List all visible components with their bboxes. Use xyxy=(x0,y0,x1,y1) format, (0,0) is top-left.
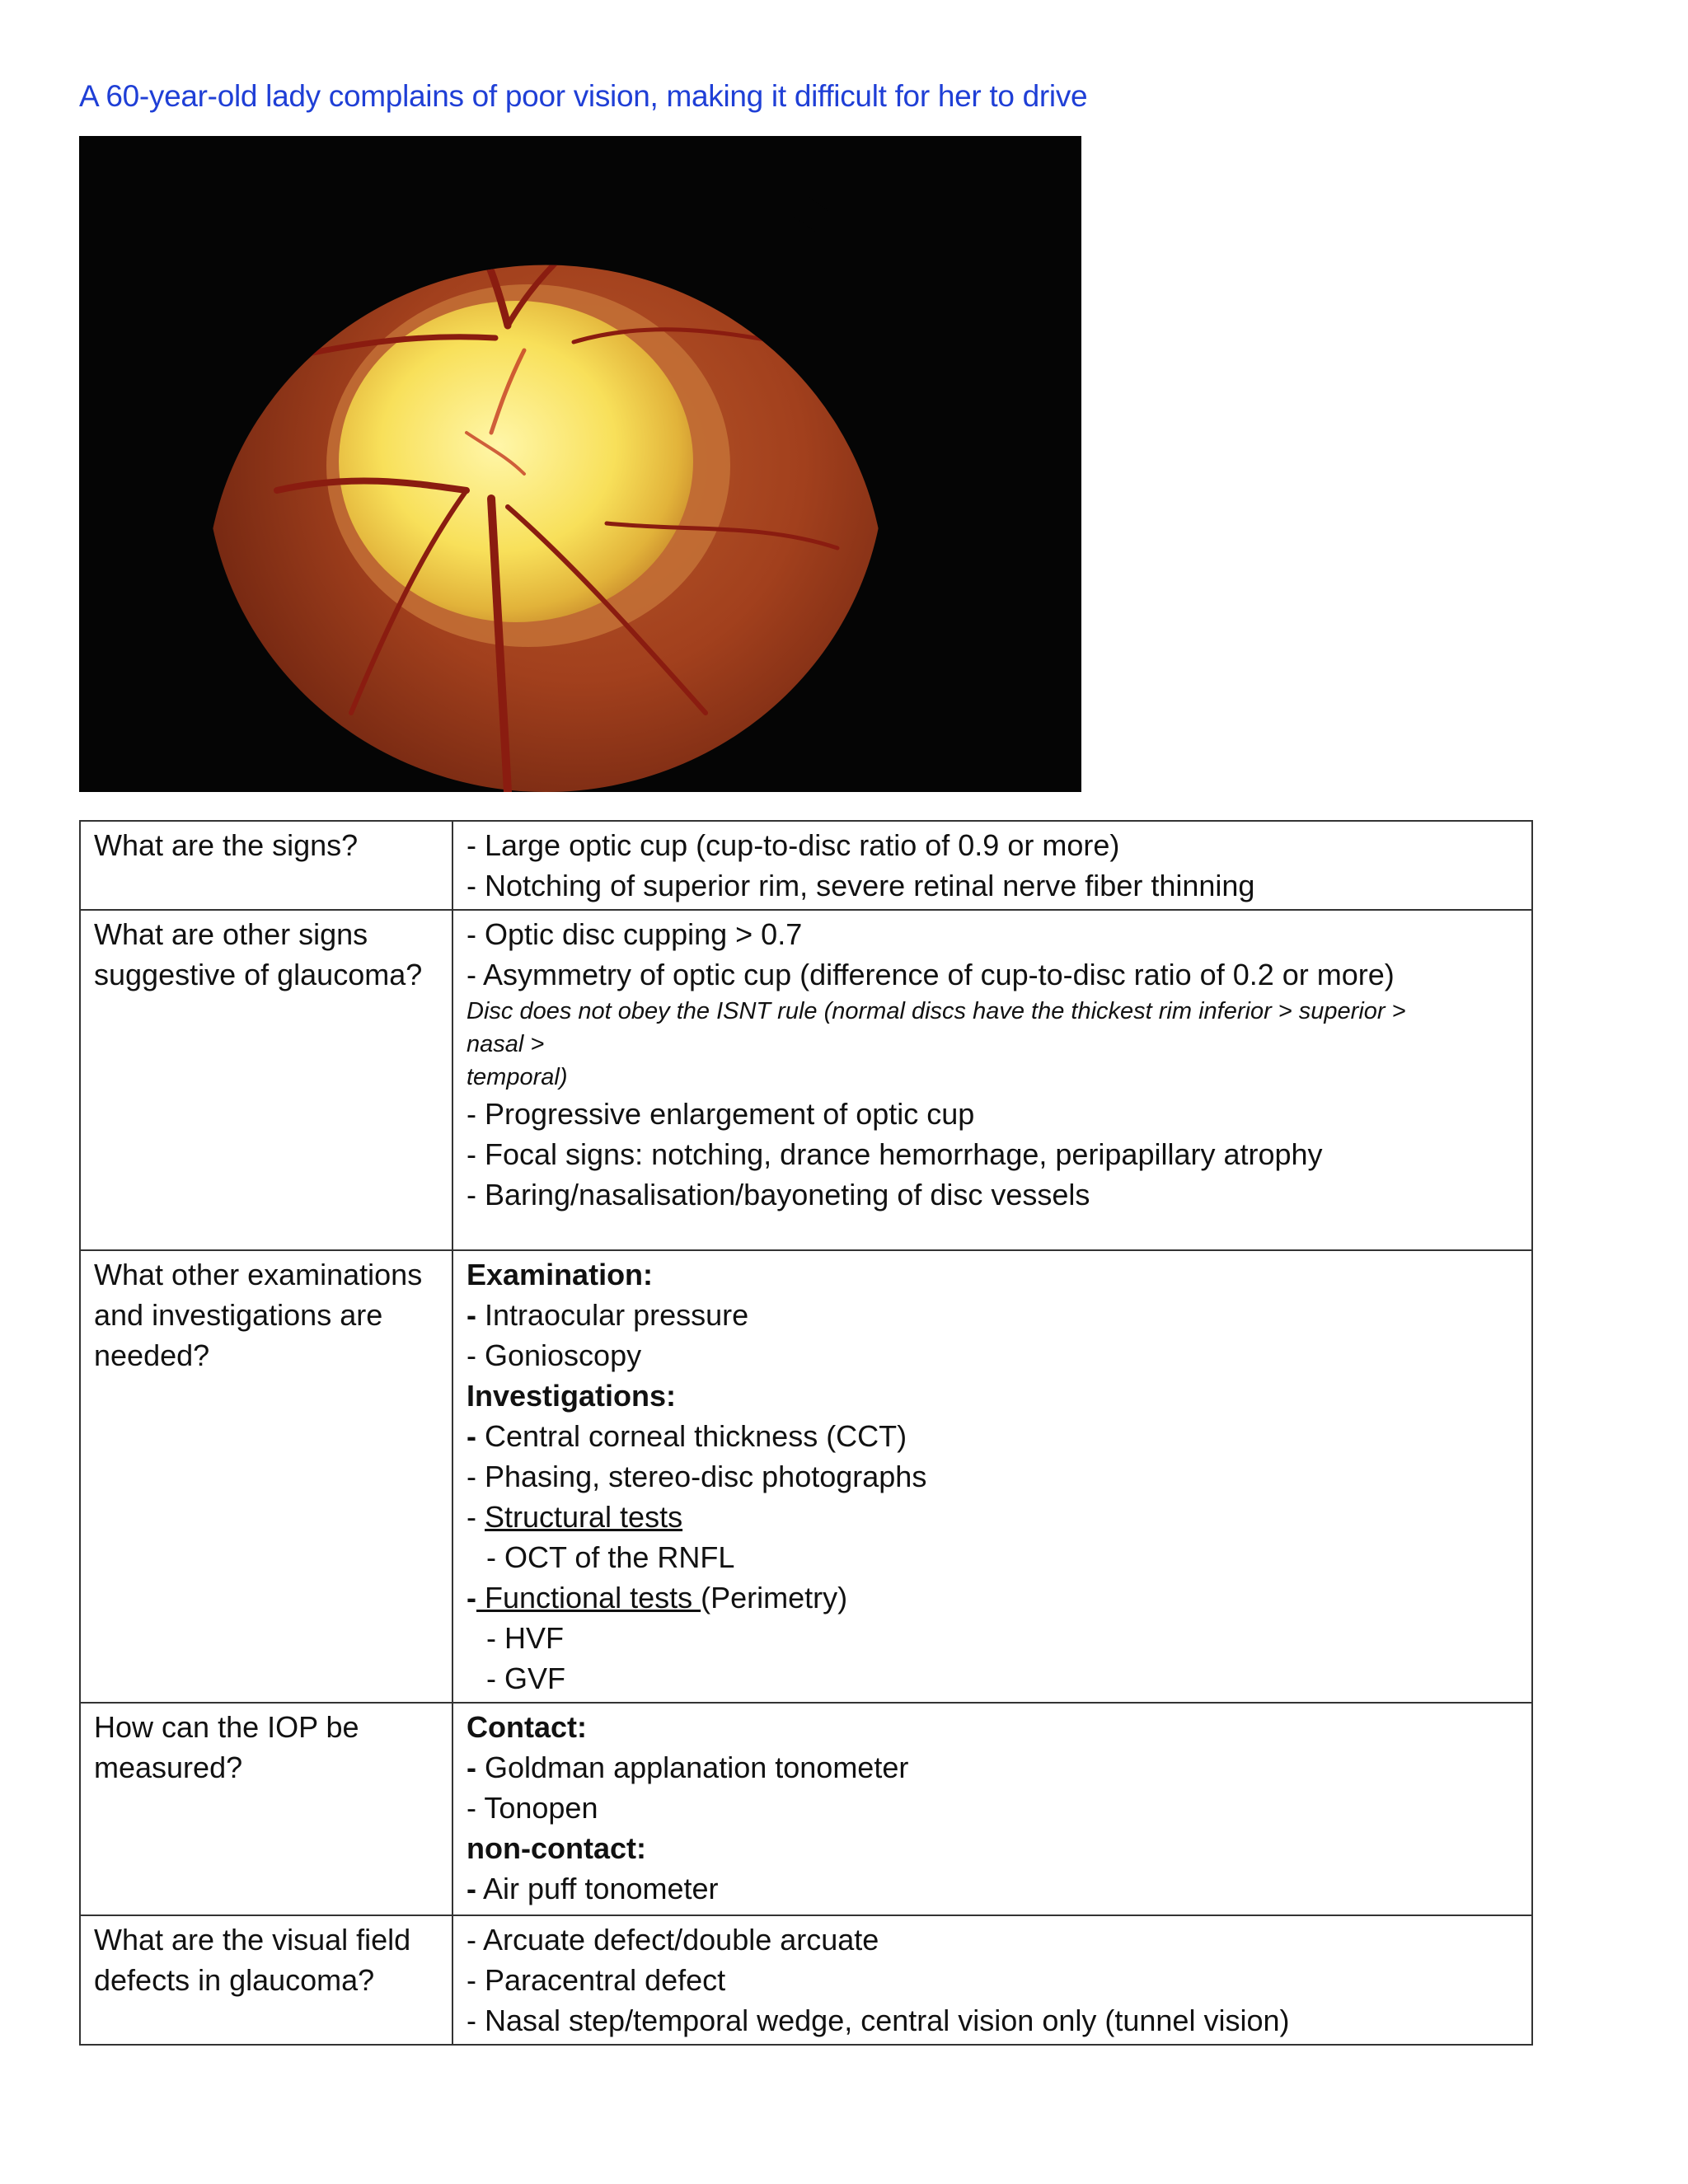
answer-subline: - OCT of the RNFL xyxy=(486,1540,735,1574)
answer-line: - Paracentral defect xyxy=(467,1963,726,1997)
dash: - xyxy=(467,1500,485,1534)
bold-dash: - xyxy=(467,1419,476,1453)
question-cell: What are the visual field defects in glaucoma? xyxy=(80,1915,452,2045)
answer-line: - Phasing, stereo-disc photographs xyxy=(467,1460,927,1493)
answer-line: - Optic disc cupping > 0.7 xyxy=(467,917,803,951)
answer-text: Air puff tonometer xyxy=(476,1872,719,1905)
answer-subline: - HVF xyxy=(486,1621,564,1655)
answer-line: - Tonopen xyxy=(467,1791,598,1825)
answer-line xyxy=(467,1497,1518,1537)
question-cell: What other examinations and investigations are needed? xyxy=(80,1250,452,1703)
perimetry-label: (Perimetry) xyxy=(701,1581,848,1615)
functional-tests-label: Functional tests xyxy=(476,1581,701,1615)
answer-line: - Asymmetry of optic cup (difference of cup-to-disc ratio of 0.2 or more) xyxy=(467,958,1395,991)
investigations-heading: Investigations: xyxy=(467,1379,677,1413)
isnt-note-line: Disc does not obey the ISNT rule (normal discs have the thickest rim inferior > superior > xyxy=(467,998,1406,1024)
contact-heading: Contact: xyxy=(467,1710,587,1744)
answer-line xyxy=(467,1868,1518,1909)
question-cell: What are the signs? xyxy=(80,821,452,910)
answer-subline: - GVF xyxy=(486,1661,565,1695)
answer-line: - Notching of superior rim, severe retinal nerve fiber thinning xyxy=(467,869,1255,902)
answer-line xyxy=(467,1416,1518,1456)
answer-text: Intraocular pressure xyxy=(476,1298,749,1332)
answer-cell xyxy=(452,1703,1532,1915)
answer-text: Goldman applanation tonometer xyxy=(476,1750,909,1784)
question-cell: What are other signs suggestive of glaucoma? xyxy=(80,910,452,1250)
answer-line xyxy=(467,1747,1518,1788)
bold-dash: - xyxy=(467,1872,476,1905)
answer-text: Central corneal thickness (CCT) xyxy=(476,1419,907,1453)
bold-dash: - xyxy=(467,1581,476,1615)
answer-cell xyxy=(452,910,1532,1250)
table-row xyxy=(80,1250,1532,1703)
isnt-note-line: nasal > xyxy=(467,1031,545,1057)
answer-line xyxy=(467,1577,1518,1618)
bold-dash: - xyxy=(467,1298,476,1332)
table-row xyxy=(80,821,1532,910)
answer-line: - Gonioscopy xyxy=(467,1338,642,1372)
fundus-illustration xyxy=(79,136,1081,792)
answer-cell xyxy=(452,821,1532,910)
bold-dash: - xyxy=(467,1750,476,1784)
examination-heading: Examination: xyxy=(467,1258,654,1291)
question-cell: How can the IOP be measured? xyxy=(80,1703,452,1915)
noncontact-heading: non-contact: xyxy=(467,1831,646,1865)
answer-cell xyxy=(452,1250,1532,1703)
table-row xyxy=(80,910,1532,1250)
answer-line: - Arcuate defect/double arcuate xyxy=(467,1923,879,1957)
table-row xyxy=(80,1703,1532,1915)
answer-line: - Nasal step/temporal wedge, central vision only (tunnel vision) xyxy=(467,2004,1290,2037)
answer-line: - Large optic cup (cup-to-disc ratio of 0.9 or more) xyxy=(467,828,1120,862)
answer-line: - Focal signs: notching, drance hemorrhage, peripapillary atrophy xyxy=(467,1137,1323,1171)
table-row xyxy=(80,1915,1532,2045)
answer-cell xyxy=(452,1915,1532,2045)
case-title: A 60-year-old lady complains of poor vision, making it difficult for her to drive xyxy=(79,79,1088,113)
structural-tests-label: Structural tests xyxy=(485,1500,683,1534)
answer-line xyxy=(467,1295,1518,1335)
fundus-photo xyxy=(79,136,1081,792)
answer-line: - Progressive enlargement of optic cup xyxy=(467,1097,975,1131)
isnt-note-line: temporal) xyxy=(467,1064,568,1090)
qa-table xyxy=(79,820,1533,2046)
answer-line: - Baring/nasalisation/bayoneting of disc vessels xyxy=(467,1178,1090,1212)
